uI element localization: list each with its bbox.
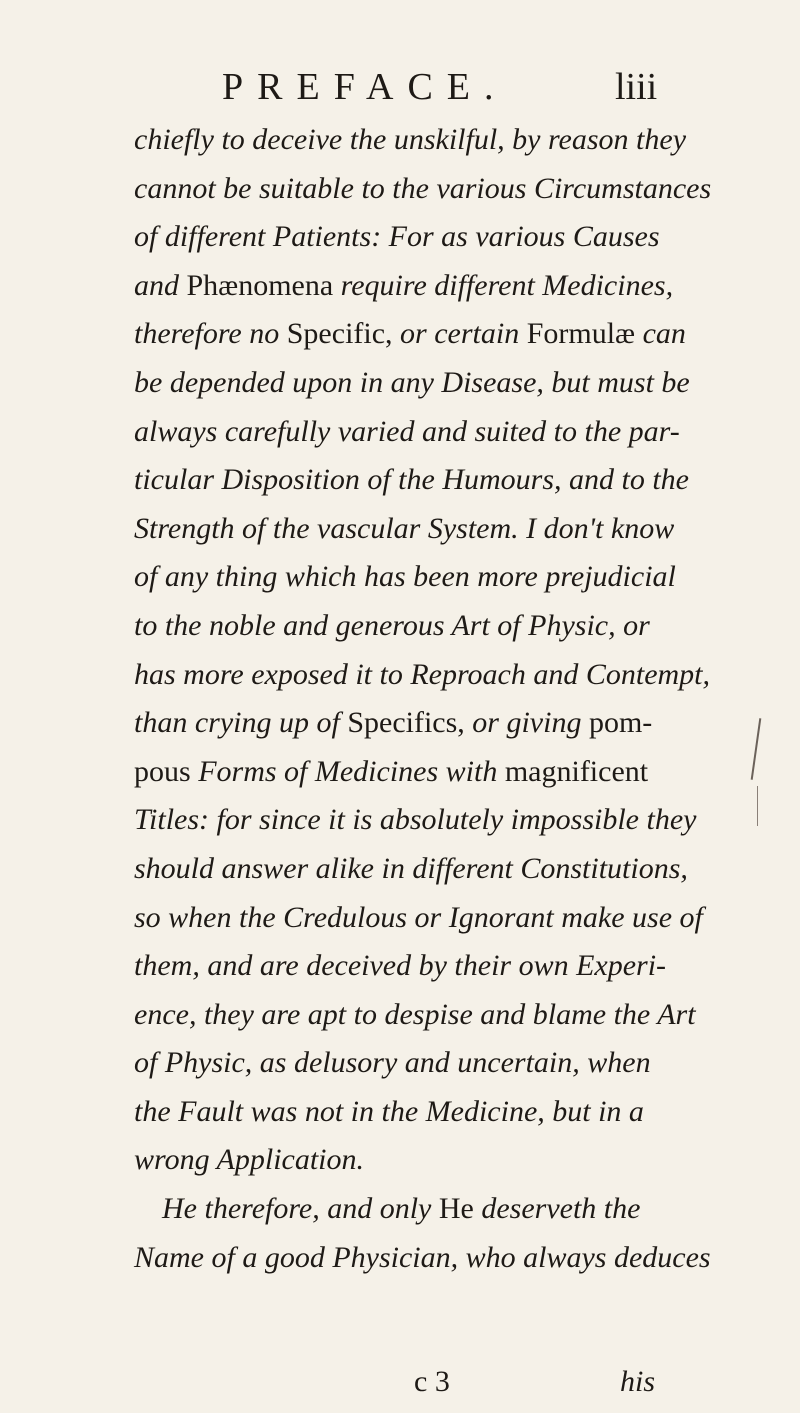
- text-segment: ticular Disposition of the Humours, and to the: [134, 463, 689, 497]
- text-segment: has more exposed it to Reproach and Contempt,: [134, 657, 711, 691]
- text-line: [134, 165, 712, 214]
- text-segment: and: [134, 268, 187, 302]
- text-segment: magnificent: [504, 754, 649, 788]
- text-segment: Forms of Medicines with: [190, 754, 505, 788]
- running-header: [0, 62, 800, 112]
- text-segment: He therefore, and only: [162, 1192, 439, 1226]
- text-line: [134, 942, 694, 991]
- text-segment: can: [635, 317, 686, 351]
- text-line: [134, 1234, 711, 1283]
- text-line: [134, 359, 694, 408]
- text-segment: always carefully varied and suited to the par-: [134, 414, 680, 448]
- text-segment: Specifics,: [347, 706, 465, 740]
- page-number: liii: [615, 66, 658, 108]
- text-line: [134, 553, 694, 602]
- text-segment: chiefly to deceive the unskilful, by reason they: [134, 123, 687, 156]
- margin-pencil-mark-lower: [757, 786, 758, 826]
- text-line: [134, 602, 694, 651]
- text-line: [134, 651, 711, 700]
- text-segment: of different Patients: For as various Causes: [134, 220, 660, 254]
- text-line: [134, 262, 694, 311]
- text-segment: should answer alike in different Constitutions,: [134, 851, 688, 885]
- text-segment: Formulæ: [526, 317, 636, 351]
- text-line: [134, 894, 703, 943]
- margin-pencil-mark: [751, 718, 762, 780]
- text-segment: so when the Credulous or Ignorant make use of: [134, 900, 703, 934]
- text-segment: of any thing which has been more prejudicial: [134, 560, 676, 594]
- text-segment: them, and are deceived by their own Experi-: [134, 949, 667, 983]
- text-line: [134, 310, 694, 359]
- text-segment: Name of a good Physician, who always deduces: [134, 1240, 711, 1274]
- text-line: [134, 505, 694, 554]
- text-line: [134, 991, 694, 1040]
- text-segment: ence, they are apt to despise and blame the Art: [134, 997, 696, 1031]
- text-line: [134, 1039, 694, 1088]
- text-segment: to the noble and generous Art of Physic, or: [134, 608, 650, 642]
- text-line: [134, 1185, 694, 1234]
- text-segment: deserveth the: [473, 1192, 641, 1226]
- catchword: his: [620, 1365, 656, 1398]
- text-line: [134, 1088, 694, 1137]
- text-line: [134, 213, 694, 262]
- text-segment: wrong Application.: [134, 1143, 365, 1177]
- header-title: PREFACE.: [222, 66, 508, 108]
- text-segment: pom-: [588, 706, 653, 740]
- text-line: [134, 796, 697, 845]
- text-line: [134, 845, 694, 894]
- text-line: [134, 748, 694, 797]
- text-line: [134, 408, 694, 457]
- text-segment: or certain: [392, 317, 527, 351]
- text-segment: Strength of the vascular System. I don't know: [134, 511, 675, 545]
- text-segment: Titles: for since it is absolutely impossible they: [134, 803, 697, 837]
- text-segment: Phænomena: [186, 268, 334, 302]
- text-segment: be depended upon in any Disease, but must be: [134, 365, 690, 399]
- text-segment: pous: [134, 754, 191, 788]
- text-segment: He: [438, 1192, 474, 1226]
- body-text: [134, 116, 712, 1282]
- text-segment: of Physic, as delusory and uncertain, when: [134, 1046, 651, 1080]
- text-segment: require different Medicines,: [333, 268, 674, 302]
- text-line: [134, 456, 694, 505]
- text-line: [134, 116, 694, 165]
- signature-mark: c 3: [414, 1365, 450, 1398]
- text-segment: the Fault was not in the Medicine, but in a: [134, 1094, 644, 1128]
- text-segment: Specific,: [286, 317, 393, 351]
- text-segment: cannot be suitable to the various Circumstances: [134, 171, 712, 205]
- text-segment: therefore no: [134, 317, 287, 351]
- text-line: [134, 1136, 694, 1185]
- page-footer: [0, 1365, 800, 1405]
- text-segment: or giving: [464, 706, 589, 740]
- text-line: [134, 699, 694, 748]
- text-segment: than crying up of: [134, 706, 348, 740]
